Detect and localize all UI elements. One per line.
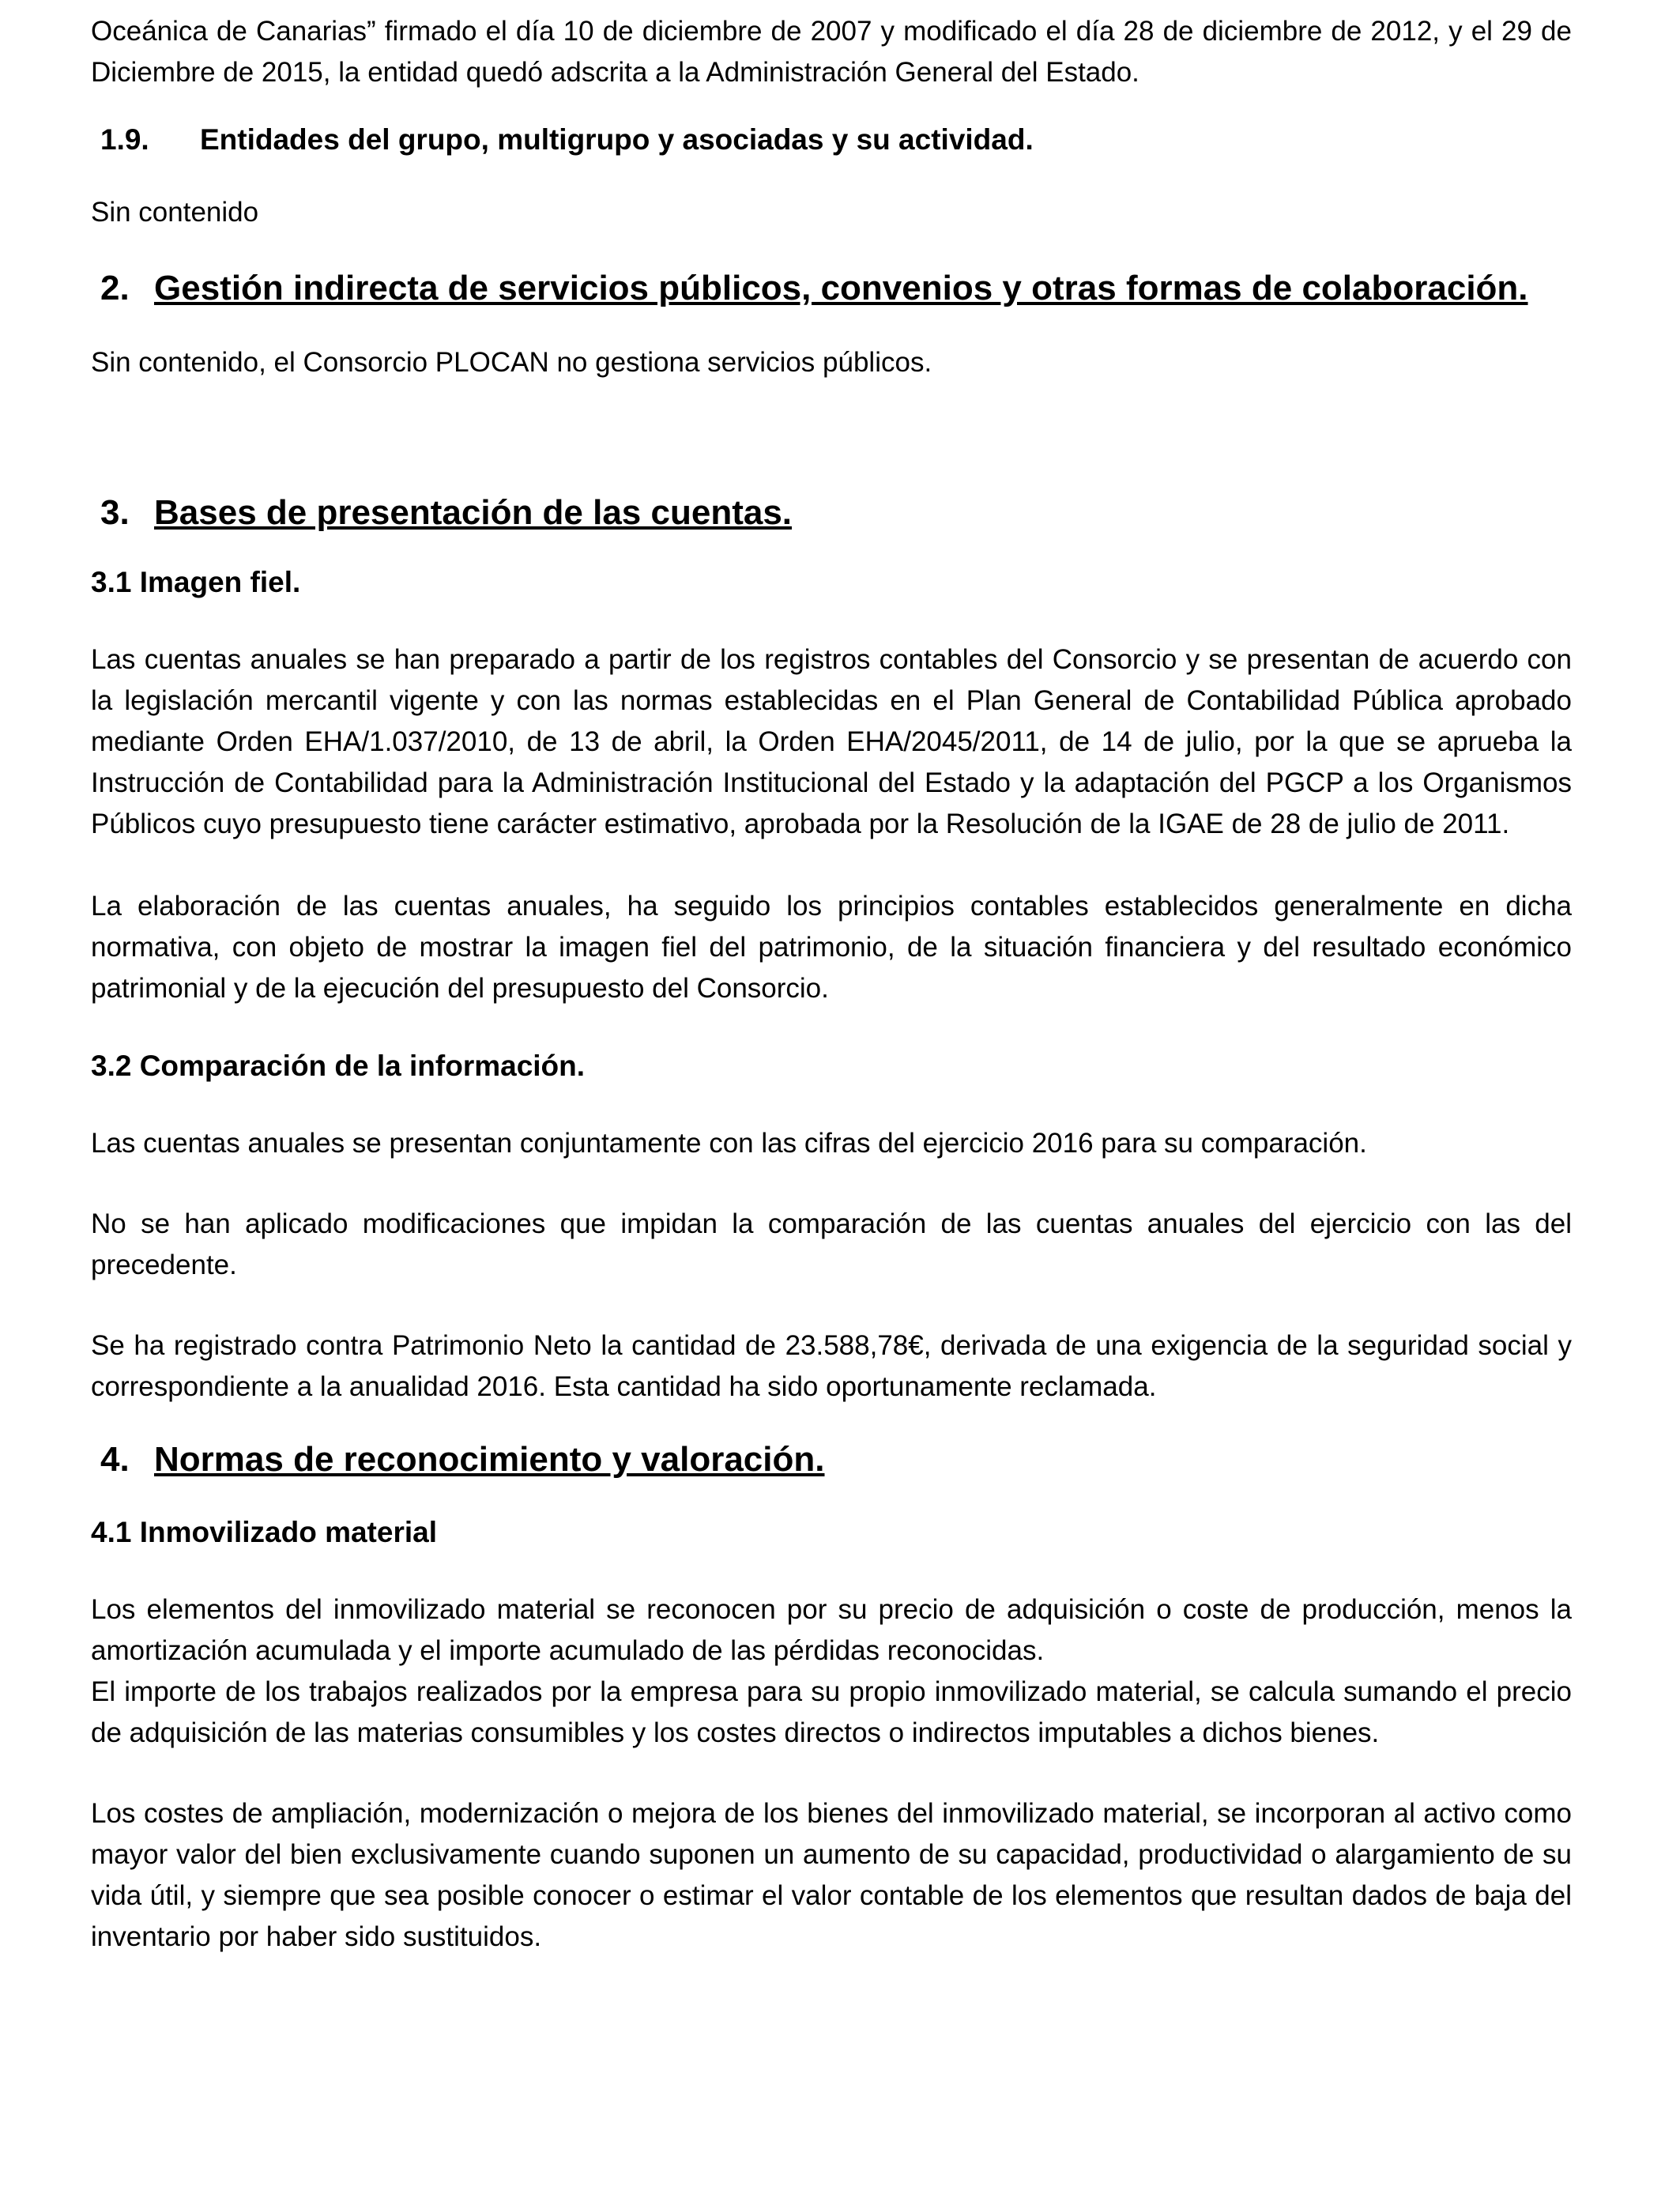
section-1-9-title: Entidades del grupo, multigrupo y asociadas y su actividad.	[200, 123, 1034, 156]
section-1-9-heading	[91, 119, 1572, 160]
section-2-text: Sin contenido, el Consorcio PLOCAN no gestiona servicios públicos.	[91, 347, 932, 378]
section-4-1-paragraph-3: Los costes de ampliación, modernización o mejora de los bienes del inmovilizado material, se incorporan al activo como mayor valor del bien exclusivamente cuando suponen un aumento de su capacidad, productividad o alargamiento de su vida útil, y siempre que sea posible conocer o estimar el valor contable de los elementos que resultan dados de baja del inventario por haber sido sustituidos.	[91, 1798, 1572, 1952]
section-3-2-heading: 3.2 Comparación de la información.	[91, 1050, 586, 1082]
section-4-1-paragraph-1: Los elementos del inmovilizado material se reconocen por su precio de adquisición o coste de producción, menos la amortización acumulada y el importe acumulado de las pérdidas reconocidas.	[91, 1594, 1572, 1666]
section-3-title: Bases de presentación de las cuentas.	[154, 493, 793, 532]
section-1-9-number: 1.9.	[100, 123, 149, 156]
section-3-heading	[91, 489, 1572, 537]
section-3-1-paragraph-1: Las cuentas anuales se han preparado a partir de los registros contables del Consorcio y se presentan de acuerdo con la legislación mercantil vigente y con las normas establecidas en el Plan General de Contabilidad Pública aprobado mediante Orden EHA/1.037/2010, de 13 de abril, la Orden EHA/2045/2011, de 14 de julio, por la que se aprueba la Instrucción de Contabilidad para la Administración Institucional del Estado y la adaptación del PGCP a los Organismos Públicos cuyo presupuesto tiene carácter estimativo, aprobada por la Resolución de la IGAE de 28 de julio de 2011.	[91, 644, 1572, 839]
section-4-heading	[91, 1436, 1572, 1483]
section-3-1-paragraph-2: La elaboración de las cuentas anuales, ha seguido los principios contables establecidos generalmente en dicha normativa, con objeto de mostrar la imagen fiel del patrimonio, de la situación financiera y del resultado económico patrimonial y de la ejecución del presupuesto del Consorcio.	[91, 891, 1572, 1004]
section-4-1-paragraph-2: El importe de los trabajos realizados por la empresa para su propio inmovilizado material, se calcula sumando el precio de adquisición de las materias consumibles y los costes directos o indirectos imputables a dichos bienes.	[91, 1676, 1572, 1748]
document-page	[91, 11, 1572, 1958]
section-2-number: 2.	[100, 269, 130, 307]
section-2-title: Gestión indirecta de servicios públicos, convenios y otras formas de colaboración.	[154, 269, 1528, 307]
section-2-heading	[91, 265, 1572, 312]
section-4-1-heading: 4.1 Inmovilizado material	[91, 1516, 437, 1548]
section-4-title: Normas de reconocimiento y valoración.	[154, 1440, 825, 1479]
section-3-2-paragraph-2: No se han aplicado modificaciones que impidan la comparación de las cuentas anuales del ejercicio con las del precedente.	[91, 1208, 1572, 1280]
section-4-number: 4.	[100, 1440, 130, 1479]
intro-paragraph: Oceánica de Canarias” firmado el día 10 de diciembre de 2007 y modificado el día 28 de diciembre de 2012, y el 29 de Diciembre de 2015, la entidad quedó adscrita a la Administración General del Estado.	[91, 16, 1572, 88]
section-3-2-paragraph-3: Se ha registrado contra Patrimonio Neto la cantidad de 23.588,78€, derivada de una exigencia de la seguridad social y correspondiente a la anualidad 2016. Esta cantidad ha sido oportunamente reclamada.	[91, 1330, 1572, 1402]
section-3-1-heading: 3.1 Imagen fiel.	[91, 566, 301, 598]
section-3-2-paragraph-1: Las cuentas anuales se presentan conjuntamente con las cifras del ejercicio 2016 para su comparación.	[91, 1128, 1367, 1159]
section-1-9-text: Sin contenido	[91, 197, 259, 228]
section-3-number: 3.	[100, 493, 130, 532]
